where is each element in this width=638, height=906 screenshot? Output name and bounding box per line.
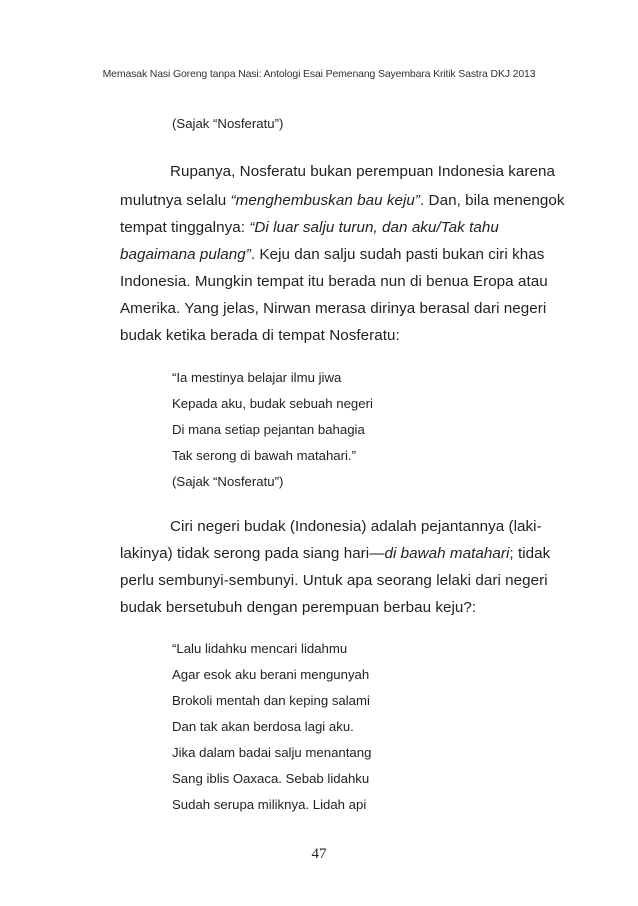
quoted-phrase: bagaimana pulang” bbox=[120, 246, 251, 263]
text-run: tempat tinggalnya: bbox=[120, 219, 250, 236]
verse-line: Sang iblis Oaxaca. Sebab lidahku bbox=[172, 771, 370, 786]
text-run: . Dan, bila menengok bbox=[420, 192, 565, 209]
verse-line: Di mana setiap pejantan bahagia bbox=[172, 422, 365, 437]
paragraph-line: budak bersetubuh dengan perempuan berbau keju?: bbox=[120, 599, 477, 616]
paragraph-line: Amerika. Yang jelas, Nirwan merasa dirinya berasal dari negeri bbox=[120, 300, 547, 317]
quoted-phrase: “Di luar salju turun, dan aku/Tak tahu bbox=[249, 219, 499, 236]
paragraph-line bbox=[120, 192, 565, 209]
paragraph-line: Ciri negeri budak (Indonesia) adalah pejantannya (laki- bbox=[170, 518, 542, 535]
verse-line: “Ia mestinya belajar ilmu jiwa bbox=[172, 370, 342, 385]
verse-line: Kepada aku, budak sebuah negeri bbox=[172, 396, 373, 411]
paragraph-line: Indonesia. Mungkin tempat itu berada nun di benua Eropa atau bbox=[120, 273, 548, 290]
italic-phrase: di bawah matahari bbox=[384, 545, 510, 562]
verse-line: Brokoli mentah dan keping salami bbox=[172, 693, 370, 708]
paragraph-line bbox=[120, 246, 544, 263]
paragraph-line: perlu sembunyi-sembunyi. Untuk apa seorang lelaki dari negeri bbox=[120, 572, 548, 589]
text-run: . Keju dan salju sudah pasti bukan ciri khas bbox=[250, 246, 545, 263]
quoted-phrase: “menghembuskan bau keju” bbox=[230, 192, 421, 209]
running-header: Memasak Nasi Goreng tanpa Nasi: Antologi Esai Pemenang Sayembara Kritik Sastra DKJ 2013 bbox=[102, 68, 536, 80]
verse-line: Dan tak akan berdosa lagi aku. bbox=[172, 719, 354, 734]
paragraph-line bbox=[120, 219, 499, 236]
verse-line: Agar esok aku berani mengunyah bbox=[172, 667, 370, 682]
verse-line: Jika dalam badai salju menantang bbox=[172, 745, 372, 760]
paragraph-line bbox=[120, 545, 550, 562]
text-run: mulutnya selalu bbox=[120, 192, 231, 209]
verse-citation: (Sajak “Nosferatu”) bbox=[172, 474, 284, 489]
text-run: lakinya) tidak serong pada siang hari— bbox=[120, 545, 385, 562]
paragraph-line: budak ketika berada di tempat Nosferatu: bbox=[120, 327, 400, 344]
verse-line: Tak serong di bawah matahari.” bbox=[172, 448, 356, 463]
citation-top: (Sajak “Nosferatu”) bbox=[172, 116, 284, 131]
verse-line: “Lalu lidahku mencari lidahmu bbox=[172, 641, 348, 656]
verse-line: Sudah serupa miliknya. Lidah api bbox=[172, 797, 367, 812]
text-run: ; tidak bbox=[509, 545, 551, 562]
paragraph-line: Rupanya, Nosferatu bukan perempuan Indonesia karena bbox=[170, 163, 556, 180]
page-number: 47 bbox=[311, 846, 327, 862]
